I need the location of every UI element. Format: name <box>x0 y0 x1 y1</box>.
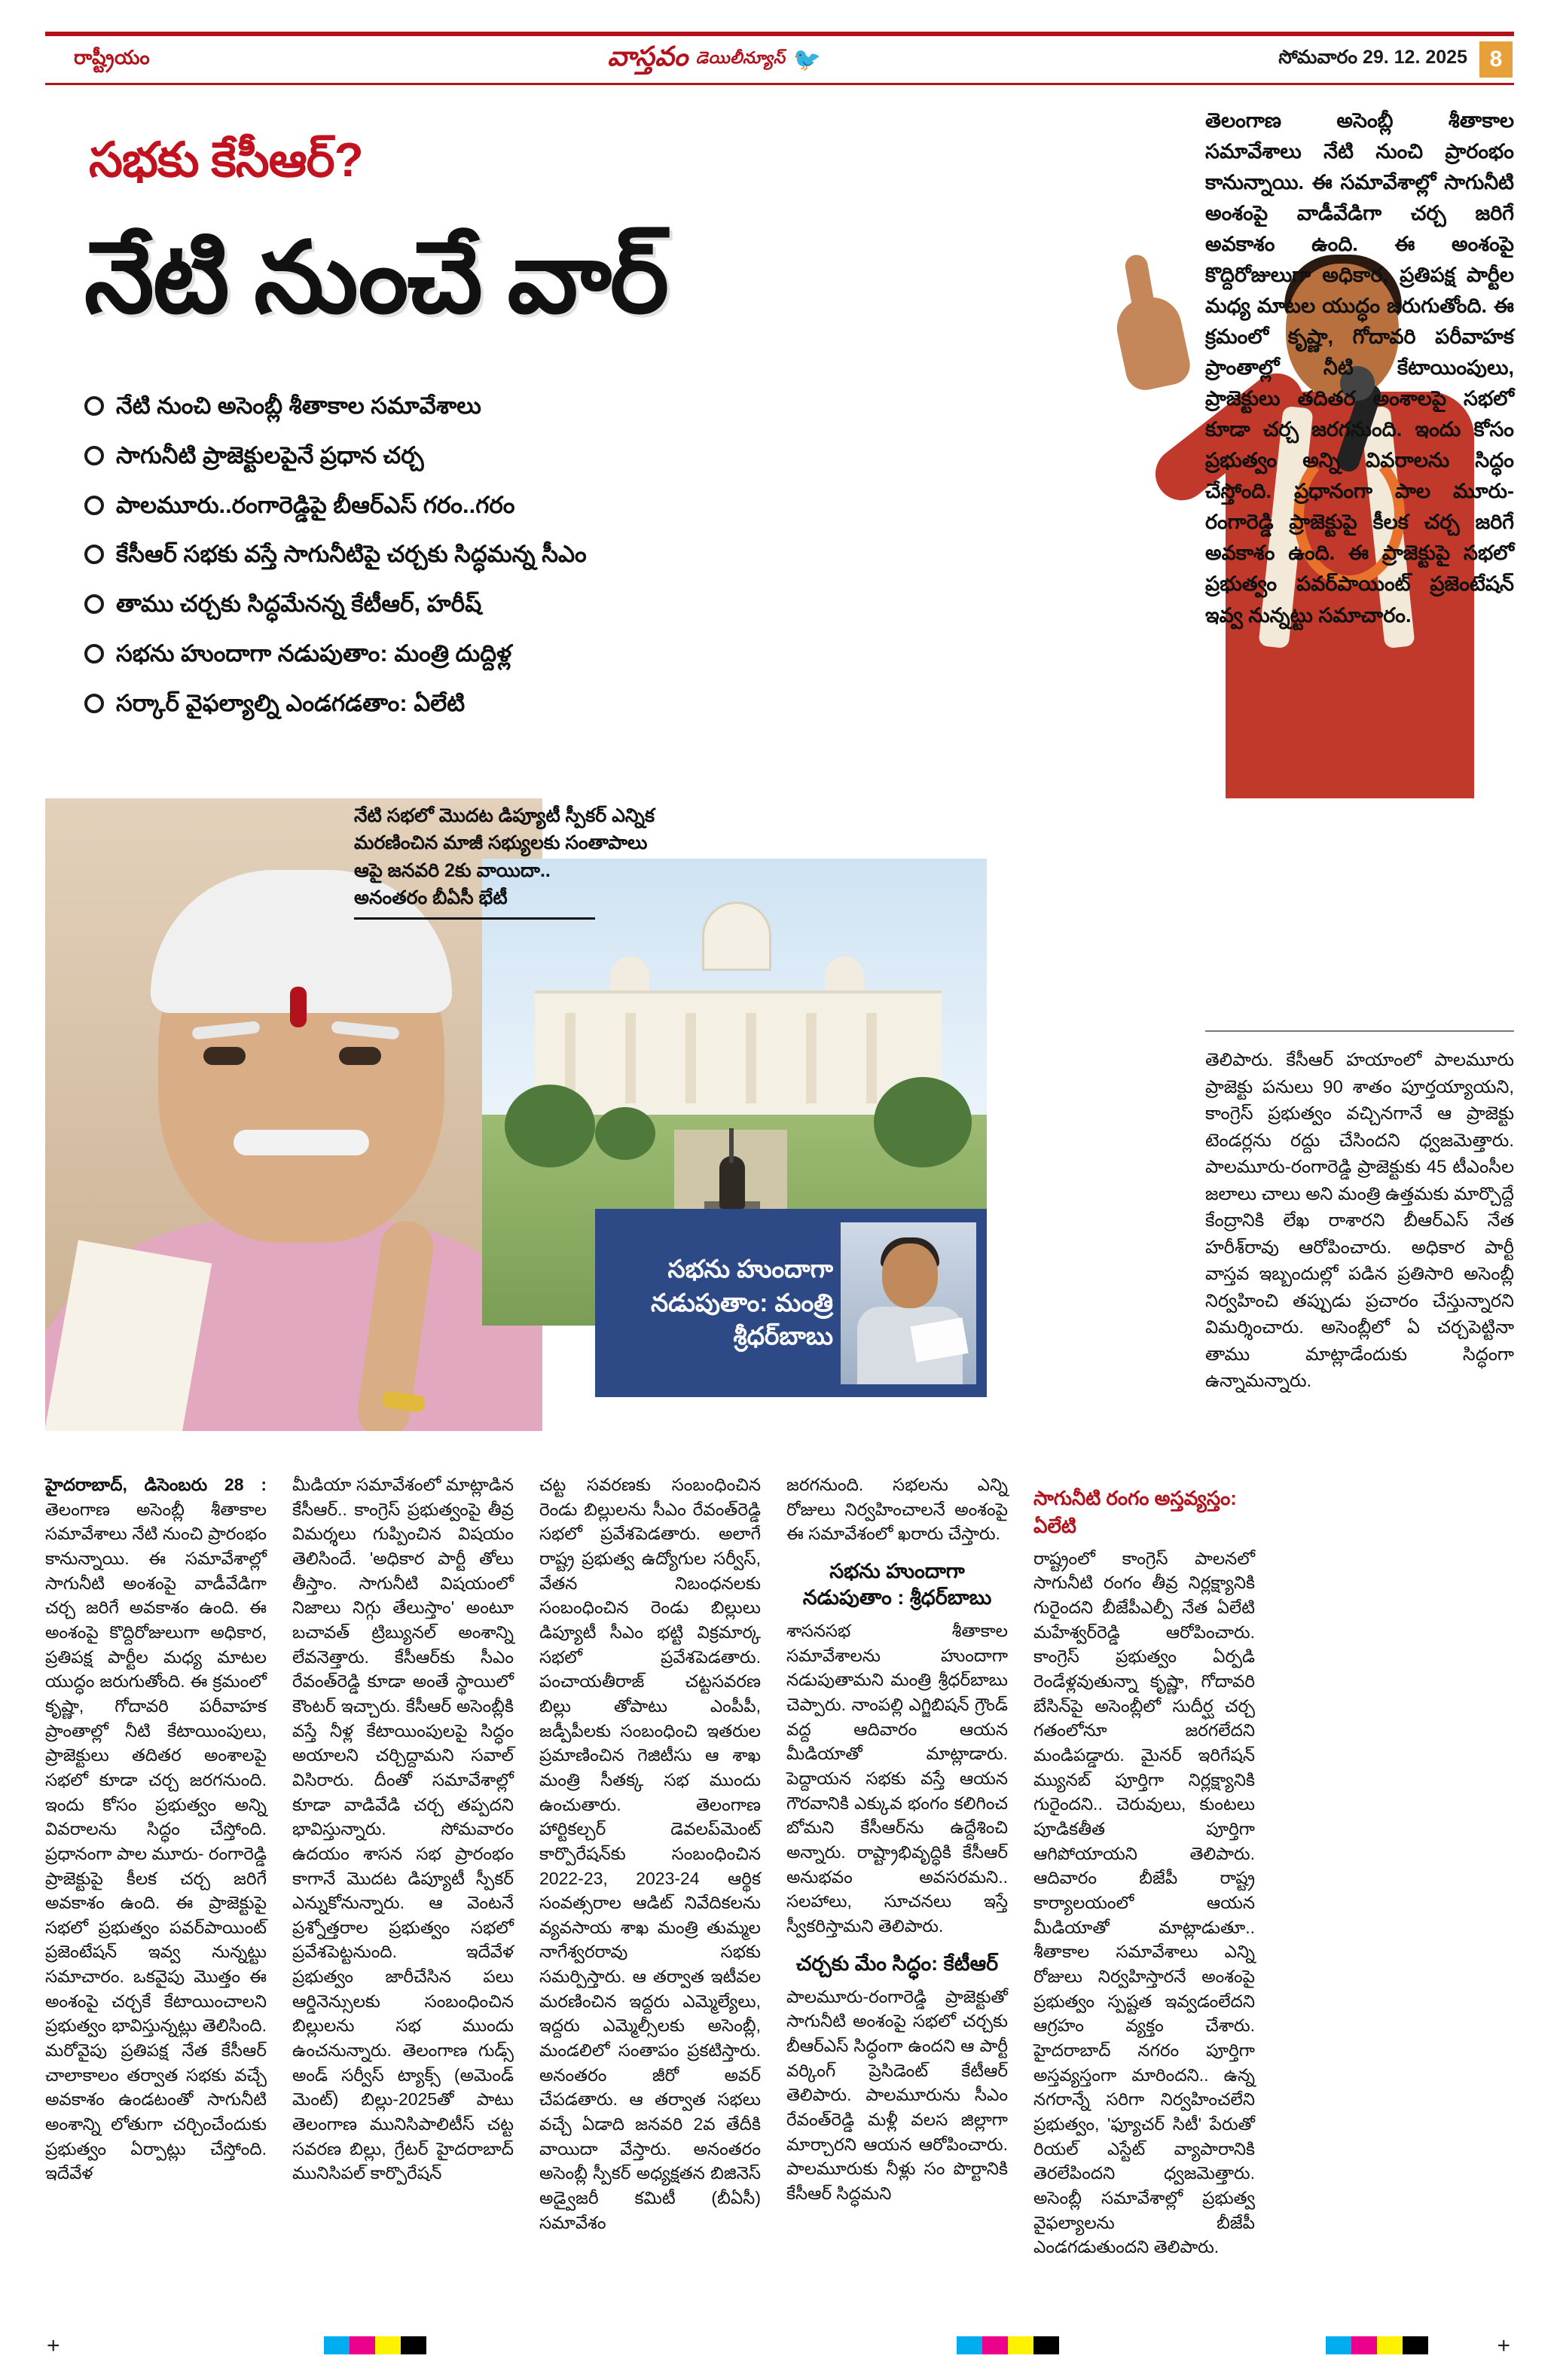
bullet-dot-icon <box>84 694 104 713</box>
bird-icon: 🐦 <box>792 47 821 72</box>
caption-line: ఆపై జనవరి 2కు వాయిదా.. <box>354 859 551 881</box>
list-item <box>84 689 687 719</box>
caption-line: మరణించిన మాజీ సభ్యులకు సంతాపాలు <box>354 832 648 854</box>
article-columns <box>45 1472 1514 2267</box>
bullet-dot-icon <box>84 545 104 564</box>
swatch-yellow <box>375 2336 401 2354</box>
assembly-column <box>806 1013 817 1103</box>
headline-kicker: సభకు కేసీఆర్? <box>89 133 363 187</box>
portrait-eye-right <box>339 1047 381 1065</box>
photo-caption <box>354 802 716 920</box>
portrait-tilak <box>290 987 307 1027</box>
publication-date: సోమవారం 29. 12. 2025 <box>1278 46 1467 68</box>
section-label: రాష్ట్రీయం <box>74 45 151 69</box>
portrait-mustache <box>234 1130 369 1155</box>
column-5-body: రాష్ట్రంలో కాంగ్రెస్ పాలనలో సాగునీటి రంగం తీవ్ర నిర్లక్ష్యానికి గురైందని బీజేపీఎల్పీ నేత ఏలేటి మహేశ్వర్‌రెడ్డి ఆరోపించారు. కాంగ్రెస్ ప్రభుత్వం ఏర్పడి రెండేళ్లవుతున్నా కృష్ణా, గోదావరి బేసిన్‌పై అసెంబ్లీలో సుదీర్ఘ చర్చ గతంలోనూ జరగలేదని మండిపడ్డారు. మైనర్ ఇరిగేషన్ మ్యునబ్ పూర్తిగా నిర్లక్ష్యానికి గురైందని.. చెరువులు, కుంటలు పూడికతీత పూర్తిగా ఆగిపోయాయని తెలిపారు. ఆదివారం బీజేపీ రాష్ట్ర కార్యాలయంలో ఆయన మీడియాతో మాట్లాడుతూ.. శీతాకాల సమావేశాలు ఎన్ని రోజులు నిర్వహిస్తారనే అంశంపై ప్రభుత్వం స్పష్టత ఇవ్వడంలేదని ఆగ్రహం వ్యక్తం చేశారు. హైదరాబాద్ నగరం పూర్తిగా అస్తవ్యస్తంగా మారిందని.. ఉన్న నగరాన్నే సరిగా నిర్వహించలేని ప్రభుత్వం, 'ఫ్యూచర్ సిటీ' పేరుతో రియల్ ఎస్టేట్ వ్యాపారానికి తెరలేపిందని ధ్వజమెత్తారు. అసెంబ్లీ సమావేశాల్లో ప్రభుత్వ వైఫల్యాలను బీజేపీ ఎండగడుతుందని తెలిపారు. <box>1033 1548 1255 2257</box>
bullet-text: కేసీఆర్ సభకు వస్తే సాగునీటిపై చర్చకు సిద్ధమన్న సీఎం <box>116 541 587 568</box>
article-column-1 <box>45 1472 267 2267</box>
column-4-body: జరగనుంది. సభలను ఎన్ని రోజులు నిర్వహించాలనే అంశంపై ఈ సమావేశంలో ఖరారు చేస్తారు. <box>786 1475 1008 1544</box>
column-divider <box>1205 1030 1514 1032</box>
swatch-cyan <box>957 2336 982 2354</box>
swatch-yellow <box>1377 2336 1403 2354</box>
swatch-black <box>401 2336 426 2354</box>
logo-text: వాస్తవం <box>607 40 688 72</box>
bullet-text: పాలమూరు..రంగారెడ్డిపై బీఆర్ఎస్ గరం..గరం <box>116 491 515 518</box>
minister-photo <box>841 1222 976 1384</box>
bullet-text: తాము చర్చకు సిద్ధమేనన్న కేటీఆర్, హరీష్ <box>116 590 482 617</box>
bullet-dot-icon <box>84 594 104 614</box>
color-swatches <box>324 2336 426 2354</box>
assembly-facade <box>535 990 942 1114</box>
list-item <box>84 392 687 421</box>
tree-icon <box>595 1107 655 1160</box>
swatch-yellow <box>1008 2336 1033 2354</box>
swatch-black <box>1403 2336 1428 2354</box>
bullet-dot-icon <box>84 446 104 465</box>
list-item <box>84 590 687 619</box>
swatch-cyan <box>1326 2336 1351 2354</box>
swatch-black <box>1033 2336 1059 2354</box>
swatch-magenta <box>982 2336 1008 2354</box>
bullet-text: సర్కార్ వైఫల్యాల్ని ఎండగడతాం: ఏలేటి <box>116 689 466 716</box>
bullet-list <box>84 392 687 738</box>
assembly-column <box>625 1013 636 1103</box>
bullet-dot-icon <box>84 644 104 664</box>
column-2-body: మీడియా సమావేశంలో మాట్లాడిన కేసీఆర్.. కాంగ్రెస్ ప్రభుత్వంపై తీవ్ర విమర్శలు గుప్పించిన విషయం తెలిసిందే. 'అధికార పార్టీ తోలు తీస్తాం. సాగునీటి విషయంలో నిజాలు నిగ్గు తేలుస్తాం' అంటూ బచావత్ ట్రిబ్యునల్ అంశాన్ని లేవనెత్తారు. కేసీఆర్‌కు సీఎం రేవంత్‌రెడ్డి కూడా అంతే స్థాయిలో కౌంటర్ ఇచ్చారు. కేసీఆర్ అసెంబ్లీకి వస్తే నీళ్ల కేటాయింపులపై సిద్ధం అయాలని చర్చిద్దామని సవాల్ విసిరారు. దీంతో సమావేశాల్లో కూడా వాడివేడి చర్చ తప్పదని భావిస్తున్నారు. సోమవారం ఉదయం శాసన సభ ప్రారంభం కాగానే మొదట డిప్యూటీ స్పీకర్ ఎన్నుకోనున్నారు. ఆ వెంటనే ప్రశ్నోత్తరాల ప్రభుత్వం సభలో ప్రవేశపెట్టనుంది. ఇదేవేళ ప్రభుత్వం జారీచేసిన పలు ఆర్డినెన్సులకు సంబంధించిన బిల్లులను సభ ముందు ఉంచనున్నారు. తెలంగాణ గుడ్స్ అండ్ సర్వీస్ ట్యాక్స్ (అమెండ్ మెంట్) బిల్లు-2025తో పాటు తెలంగాణ మునిసిపాలిటీస్ చట్ట సవరణ బిల్లు, గ్రేటర్ హైదరాబాద్ మునిసిపల్ కార్పొరేషన్ <box>292 1475 514 2183</box>
tree-icon <box>874 1077 972 1167</box>
color-swatches <box>957 2336 1059 2354</box>
swatch-magenta <box>1351 2336 1377 2354</box>
page-title: నేటి నుంచే వార్ <box>84 222 668 333</box>
list-item <box>84 491 687 520</box>
print-registration-footer <box>0 2333 1557 2359</box>
assembly-column <box>866 1013 877 1103</box>
swatch-magenta <box>350 2336 375 2354</box>
registration-mark: + <box>47 2333 60 2358</box>
column-1-body: తెలంగాణ అసెంబ్లీ శీతాకాల సమావేశాలు నేటి నుంచి ప్రారంభం కానున్నాయి. ఈ సమావేశాల్లో సాగునీటి అంశంపై వాడీవేడిగా చర్చ జరిగే అవకాశం ఉంది. ఈ అంశంపై కొద్దిరోజులుగా అధికార, ప్రతిపక్ష పార్టీల మధ్య మాటల యుద్ధం జరుగుతోంది. ఈ క్రమంలో కృష్ణా, గోదావరి పరీవాహక ప్రాంతాల్లో నీటి కేటాయింపులు, ప్రాజెక్టులు తదితర అంశాలపై సభలో కూడా చర్చ జరగనుంది. ఇందు కోసం ప్రభుత్వం అన్ని వివరాలను సిద్ధం చేస్తోంది. ప్రధానంగా పాల మూరు- రంగారెడ్డి ప్రాజెక్టుపై కీలక చర్చ జరిగే అవకాశం ఉంది. ఈ ప్రాజెక్టుపై సభలో ప్రభుత్వం పవర్‌పాయింట్ ప్రజెంటేషన్ ఇవ్వ నున్నట్టు సమాచారం. ఒకవైపు మొత్తం ఈ అంశంపై చర్చకే కేటాయించాలని ప్రభుత్వం భావిస్తున్నట్లు తెలిసింది. మరోవైపు ప్రతిపక్ష నేత కేసీఆర్ చాలాకాలం తర్వాత సభకు వచ్చే అవకాశం ఉండటంతో సాగునీటి అంశాన్ని లోతుగా చర్చించేందుకు ప్రభుత్వం ఏర్పాట్లు చేస్తోంది. ఇదేవేళ <box>45 1499 267 2183</box>
color-swatches <box>1326 2336 1428 2354</box>
article-column-4 <box>786 1472 1008 2267</box>
intro-column: తెలంగాణ అసెంబ్లీ శీతాకాల సమావేశాలు నేటి నుంచి ప్రారంభం కానున్నాయి. ఈ సమావేశాల్లో సాగునీటి అంశంపై వాడీవేడిగా చర్చ జరిగే అవకాశం ఉంది. ఈ అంశంపై కొద్దిరోజులుగా అధికార, ప్రతిపక్ష పార్టీల మధ్య మాటల యుద్ధం జరుగుతోంది. ఈ క్రమంలో కృష్ణా, గోదావరి పరీవాహక ప్రాంతాల్లో నీటి కేటాయింపులు, ప్రాజెక్టులు తదితర అంశాలపై సభలో కూడా చర్చ జరగనుంది. ఇందు కోసం ప్రభుత్వం అన్ని వివరాలను సిద్ధం చేస్తోంది. ప్రధానంగా పాల మూరు-రంగారెడ్డి ప్రాజెక్టుపై కీలక చర్చ జరిగే అవకాశం ఉంది. ఈ ప్రాజెక్టుపై సభలో ప్రభుత్వం పవర్‌పాయింట్ ప్రజెంటేషన్ ఇవ్వ నున్నట్టు సమాచారం. <box>1205 109 1514 627</box>
tree-icon <box>505 1085 595 1167</box>
subheading-ktr: చర్చకు మేం సిద్ధం: కేటీఆర్ <box>795 1951 999 1975</box>
assembly-column <box>685 1013 696 1103</box>
masthead-right <box>1278 41 1514 78</box>
statue-figure <box>719 1156 745 1209</box>
minister-head <box>882 1243 938 1308</box>
bullet-dot-icon <box>84 396 104 416</box>
list-item <box>84 441 687 471</box>
bullet-text: నేటి నుంచి అసెంబ్లీ శీతాకాల సమావేశాలు <box>116 392 481 419</box>
registration-mark: + <box>1497 2333 1510 2358</box>
subheading-sridharbabu: సభను హుందాగా నడుపుతాం : శ్రీధర్‌బాబు <box>802 1559 992 1610</box>
caption-line: అనంతరం బీఏసీ భేటీ <box>354 886 508 908</box>
bullet-text: సభను హుందాగా నడుపుతాం: మంత్రి దుద్దిళ్ల <box>116 639 512 667</box>
quote-box <box>595 1209 987 1397</box>
list-item <box>84 540 687 569</box>
dateline: హైదరాబాద్, డిసెంబరు 28 : <box>45 1475 267 1494</box>
portrait-eye-left <box>203 1047 246 1065</box>
assembly-column <box>746 1013 756 1103</box>
masthead <box>45 32 1514 85</box>
subheading-eleti: సాగునీటి రంగం అస్తవ్యస్తం: ఏలేటి <box>1033 1487 1237 1537</box>
article-column-3 <box>539 1472 761 2267</box>
newspaper-logo <box>607 41 820 79</box>
article-column-2 <box>292 1472 514 2267</box>
logo-subtext: డెయిలీన్యూస్ <box>695 47 786 67</box>
right-column-body: తెలిపారు. కేసీఆర్ హయాంలో పాలమూరు ప్రాజెక్టు పనులు 90 శాతం పూర్తయ్యాయని, కాంగ్రెస్ ప్రభుత్వం వచ్చినగానే ఆ ప్రాజెక్టు టెండర్లను రద్దు చేసిందని ధ్వజమెత్తారు. పాలమూరు-రంగారెడ్డి ప్రాజెక్టుకు 45 టీఎంసీల జలాలు చాలు అని మంత్రి ఉత్తమకు మార్చొద్దే కేంద్రానికి లేఖ రాశారని బీఆర్ఎస్ నేత హరీశ్‌రావు ఆరోపించారు. అధికార పార్టీ వాస్తవ ఇబ్బందుల్లో పడిన ప్రతిసారి అసెంబ్లీ నిర్వహించి తప్పుడు ప్రచారం చేస్తున్నారని విమర్శించారు. అసెంబ్లీలో ఏ చర్చపెట్టినా తాము మాట్లాడేందుకు సిద్ధంగా ఉన్నామన్నారు. <box>1205 1050 1514 1392</box>
bullet-text: సాగునీటి ప్రాజెక్టులపైనే ప్రధాన చర్చ <box>116 441 424 468</box>
caption-line: నేటి సభలో మొదట డిప్యూటీ స్పీకర్ ఎన్నిక <box>354 805 655 826</box>
column-4-body-2: శాసనసభ శీతాకాల సమావేశాలను హుందాగా నడుపుతామని మంత్రి శ్రీధర్‌బాబు చెప్పారు. నాంపల్లి ఎగ్జిబిషన్ గ్రౌండ్ వద్ద ఆదివారం ఆయన మీడియాతో మాట్లాడారు. పెద్దాయన సభకు వస్తే ఆయన గౌరవానికి ఎక్కువ భంగం కలిగించ బోమని కేసీఆర్‌ను ఉద్దేశించి అన్నారు. రాష్ట్రాభివృద్ధికి కేసీఆర్ అనుభవం అవసరమని.. సలహాలు, సూచనలు ఇస్తే స్వీకరిస్తామని తెలిపారు. <box>786 1621 1008 1936</box>
swatch-cyan <box>324 2336 350 2354</box>
flag-icon <box>729 1128 734 1163</box>
caption-divider <box>354 917 595 920</box>
quote-text: సభను హుందాగా నడుపుతాం: మంత్రి శ్రీధర్‌బాబు <box>651 1255 833 1350</box>
bullet-dot-icon <box>84 496 104 515</box>
column-3-body: చట్ట సవరణకు సంబంధించిన రెండు బిల్లులను సీఎం రేవంత్‌రెడ్డి సభలో ప్రవేశపెడతారు. అలాగే రాష్ట్ర ప్రభుత్వ ఉద్యోగుల సర్వీస్, వేతన నిబంధనలకు సంబంధించిన రెండు బిల్లులు డిప్యూటీ సీఎం భట్టి విక్రమార్క సభలో ప్రవేశపెడతారు. పంచాయతీరాజ్ చట్టసవరణ బిల్లు తోపాటు ఎంపీపీ, జడ్పీపీలకు సంబంధించి ఇతరుల ప్రమాణించిన గెజిటీసు ఆ శాఖ మంత్రి సీతక్క సభ ముందు ఉంచుతారు. తెలంగాణ హార్టికల్చర్ డెవలప్‌మెంట్ కార్పొరేషన్‌కు సంబంధించిన 2022-23, 2023-24 ఆర్థిక సంవత్సరాల ఆడిట్ నివేదికలను వ్యవసాయ శాఖ మంత్రి తుమ్మల నాగేశ్వరరావు సభకు సమర్పిస్తారు. ఆ తర్వాత ఇటీవల మరణించిన ఇద్దరు ఎమ్మెల్యేలు, ఇద్దరు ఎమ్మెల్సీలకు అసెంబ్లీ, మండలిలో సంతాపం ప్రకటిస్తారు. అనంతరం జీరో అవర్ చేపడతారు. ఆ తర్వాత సభలు వచ్చే ఏడాది జనవరి 2వ తేదీకి వాయిదా వేస్తారు. అనంతరం అసెంబ్లీ స్పీకర్ అధ్యక్షతన బిజినెస్ అడ్వైజరీ కమిటీ (బీఏసీ) సమావేశం <box>539 1475 761 2232</box>
column-4-body-3: పాలమూరు-రంగారెడ్డి ప్రాజెక్టుతో సాగునీటి అంశంపై సభలో చర్చకు బీఆర్ఎస్ సిద్ధంగా ఉందని ఆ పార్టీ వర్కింగ్ ప్రెసిడెంట్ కేటీఆర్ తెలిపారు. పాలమూరును సీఎం రేవంత్‌రెడ్డి మళ్లీ వలస జిల్లాగా మార్చారని ఆయన ఆరోపించారు. పాలమూరుకు నీళ్లు సం పొర్టానికి కేసీఆర్ సిద్ధమని <box>786 1986 1008 2204</box>
article-column-5 <box>1033 1472 1255 2267</box>
list-item <box>84 639 687 669</box>
page-number-badge: 8 <box>1479 41 1513 78</box>
